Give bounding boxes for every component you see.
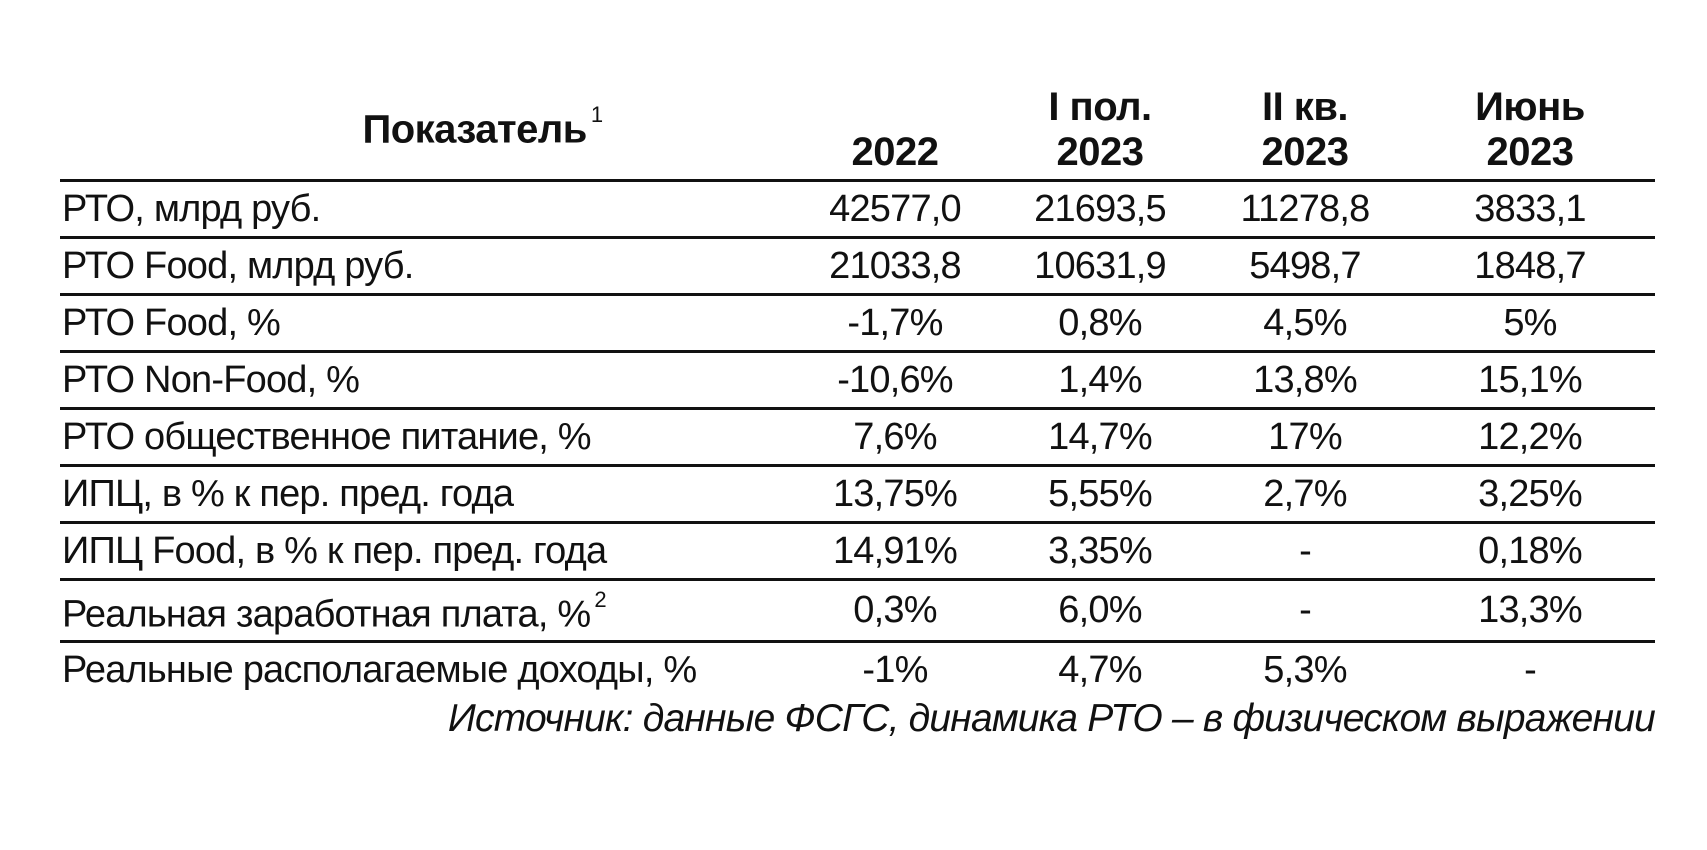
header-indicator-text: Показатель <box>362 107 587 152</box>
table-row <box>60 580 1655 642</box>
header-june-2023-line2: 2023 <box>1486 130 1574 174</box>
table-row <box>60 295 1655 352</box>
header-indicator <box>60 75 795 181</box>
row-label: РТО общественное питание, % <box>60 409 795 466</box>
header-june-2023 <box>1405 75 1655 181</box>
header-2022 <box>795 75 995 181</box>
cell-june-2023: 0,18% <box>1405 523 1655 580</box>
cell-h1-2023: 4,7% <box>1058 648 1142 691</box>
row-label: ИПЦ, в % к пер. пред. года <box>60 466 795 523</box>
footnote-marker: 1 <box>590 101 603 127</box>
header-2022-text: 2022 <box>851 130 939 174</box>
row-label: ИПЦ Food, в % к пер. пред. года <box>60 523 795 580</box>
cell-q2-2023: 13,8% <box>1205 352 1405 409</box>
cell-june-2023: 3833,1 <box>1405 181 1655 238</box>
cell-june-2023: 13,3% <box>1405 580 1655 642</box>
header-h1-2023-line2: 2023 <box>1056 130 1144 174</box>
row-label: РТО Food, % <box>60 295 795 352</box>
cell-2022: 14,91% <box>795 523 995 580</box>
header-june-2023-line1: Июнь <box>1475 85 1585 129</box>
cell-2022: 42577,0 <box>795 181 995 238</box>
cell-2022: 21033,8 <box>795 238 995 295</box>
header-q2-2023-line1: II кв. <box>1261 85 1349 129</box>
header-q2-2023 <box>1205 75 1405 181</box>
table-row <box>60 466 1655 523</box>
table-row <box>60 641 1655 697</box>
cell-q2-2023: 5,3% <box>1263 648 1347 691</box>
cell-q2-2023: 11278,8 <box>1205 181 1405 238</box>
cell-h1-2023: 6,0% <box>995 580 1205 642</box>
indicator-table <box>60 75 1655 697</box>
cell-june-2023: 3,25% <box>1405 466 1655 523</box>
header-q2-2023-line2: 2023 <box>1261 130 1349 174</box>
row-label: РТО Food, млрд руб. <box>60 238 795 295</box>
table-row <box>60 352 1655 409</box>
source-note: Источник: данные ФСГС, динамика РТО – в физическом выражении <box>447 696 1655 740</box>
cell-june-2023: 15,1% <box>1405 352 1655 409</box>
cell-2022: -1,7% <box>795 295 995 352</box>
indicator-table-block <box>60 75 1655 743</box>
cell-2022: 13,75% <box>795 466 995 523</box>
cell-h1-2023: 10631,9 <box>995 238 1205 295</box>
cell-h1-2023: 3,35% <box>995 523 1205 580</box>
table-row <box>60 181 1655 238</box>
cell-q2-2023: 5498,7 <box>1205 238 1405 295</box>
table-row <box>60 409 1655 466</box>
row-label: РТО Non-Food, % <box>60 352 795 409</box>
cell-h1-2023: 5,55% <box>995 466 1205 523</box>
cell-june-2023: 5% <box>1405 295 1655 352</box>
header-h1-2023-line1: I пол. <box>1048 85 1152 129</box>
row-label: Реальная заработная плата, % $^2$ <box>60 580 795 642</box>
cell-q2-2023: - <box>1205 580 1405 642</box>
row-label: Реальные располагаемые доходы, % <box>62 648 697 691</box>
table-row <box>60 523 1655 580</box>
cell-h1-2023: 1,4% <box>995 352 1205 409</box>
cell-h1-2023: 14,7% <box>995 409 1205 466</box>
header-h1-2023 <box>995 75 1205 181</box>
cell-q2-2023: 17% <box>1205 409 1405 466</box>
cell-june-2023: - <box>1524 648 1536 691</box>
cell-q2-2023: - <box>1205 523 1405 580</box>
cell-h1-2023: 0,8% <box>995 295 1205 352</box>
footnote-marker: 2 <box>594 587 606 612</box>
cell-2022: 0,3% <box>795 580 995 642</box>
cell-2022: -1% <box>862 648 928 691</box>
cell-2022: 7,6% <box>795 409 995 466</box>
row-label: РТО, млрд руб. <box>60 181 795 238</box>
cell-june-2023: 1848,7 <box>1405 238 1655 295</box>
cell-h1-2023: 21693,5 <box>995 181 1205 238</box>
cell-june-2023: 12,2% <box>1405 409 1655 466</box>
cell-2022: -10,6% <box>795 352 995 409</box>
table-header-row <box>60 75 1655 181</box>
cell-q2-2023: 4,5% <box>1205 295 1405 352</box>
table-row <box>60 238 1655 295</box>
cell-q2-2023: 2,7% <box>1205 466 1405 523</box>
